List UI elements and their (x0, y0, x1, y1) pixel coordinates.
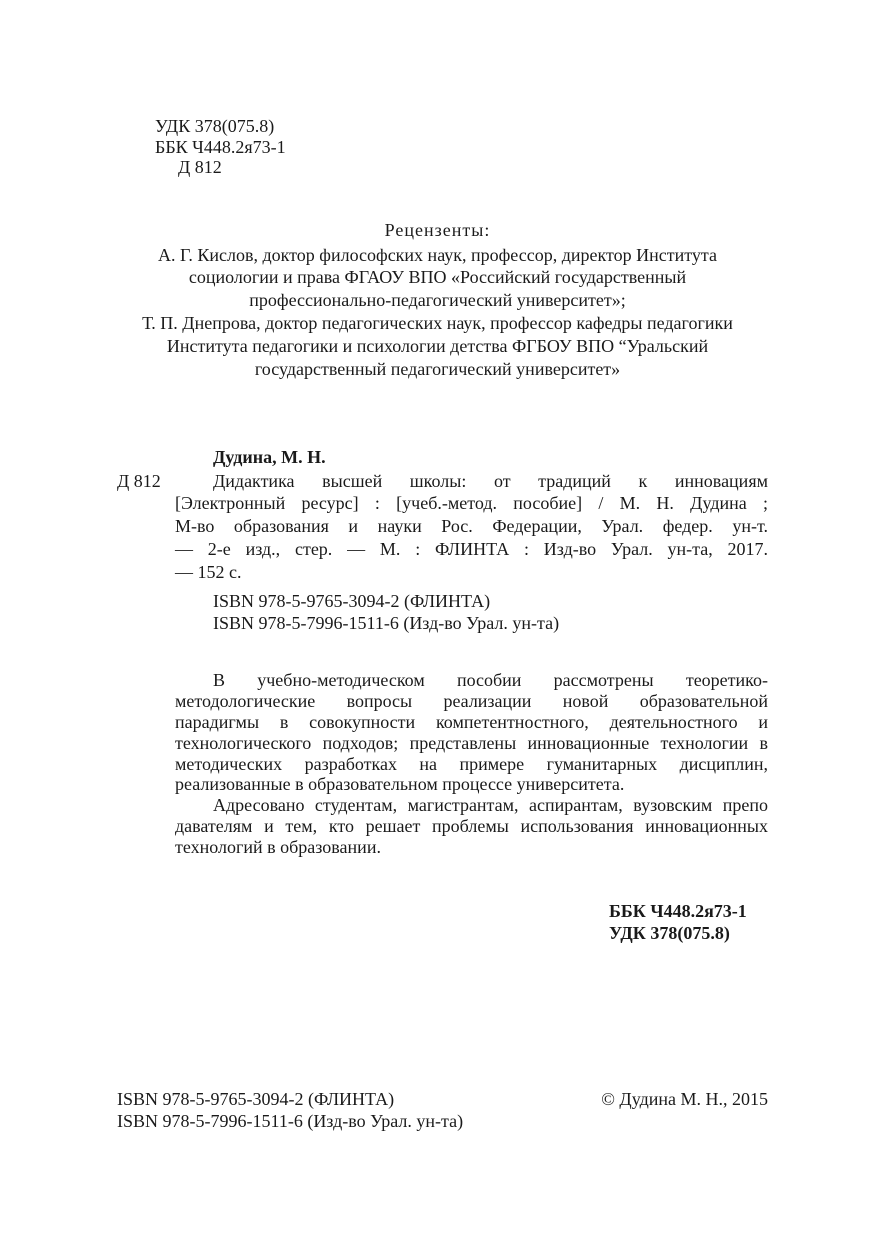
catalog-mark: Д 812 (117, 471, 161, 491)
reviewer-line: государственный педагогический университет» (254, 359, 621, 379)
reviewer-line: Т. П. Днепрова, доктор педагогических наук, профессор кафедры педагогики (142, 313, 733, 333)
catalog-line: М-во образования и науки Рос. Федерации, Урал. федер. ун-т. (175, 516, 768, 536)
reviewer-line: социологии и права ФГАОУ ВПО «Российский государственный (188, 267, 687, 287)
author-mark: Д 812 (178, 157, 222, 177)
catalog-isbn: ISBN 978-5-9765-3094-2 (ФЛИНТА) (213, 591, 491, 611)
abstract-line: технологического подходов; представлены инновационные технологии в (175, 733, 768, 753)
copyright: © Дудина М. Н., 2015 (601, 1089, 768, 1109)
udk-code: УДК 378(075.8) (155, 116, 275, 136)
footer-udk: УДК 378(075.8) (609, 923, 730, 943)
catalog-line: Дидактика высшей школы: от традиций к инновациям (213, 471, 768, 491)
abstract-line: методических разработках на примере гуманитарных дисциплин, (175, 754, 768, 774)
reviewer-line: Института педагогики и психологии детства ФГБОУ ВПО “Уральский (166, 336, 709, 356)
abstract-line: реализованные в образовательном процессе университета. (175, 774, 625, 794)
abstract-line: методологические вопросы реализации новой образовательной (175, 691, 768, 711)
catalog-line: — 2-е изд., стер. — М. : ФЛИНТА : Изд-во Урал. ун-та, 2017. (175, 539, 768, 559)
abstract-line: давателям и тем, кто решает проблемы использования инновационных (175, 816, 768, 836)
reviewers-heading: Рецензенты: (384, 220, 491, 240)
abstract-line: В учебно-методическом пособии рассмотрены теоретико- (213, 670, 768, 690)
bbk-code: ББК Ч448.2я73-1 (155, 137, 286, 157)
catalog-line: [Электронный ресурс] : [учеб.-метод. пособие] / М. Н. Дудина ; (175, 493, 768, 513)
abstract-line: парадигмы в совокупности компетентностного, деятельностного и (175, 712, 768, 732)
catalog-line: — 152 с. (175, 562, 242, 582)
abstract-line: Адресовано студентам, магистрантам, аспирантам, вузовским препо (213, 795, 768, 815)
reviewer-line: профессионально-педагогический университет»; (249, 290, 626, 310)
footer-bbk: ББК Ч448.2я73-1 (609, 901, 747, 921)
catalog-author: Дудина, М. Н. (213, 447, 326, 467)
bottom-isbn: ISBN 978-5-9765-3094-2 (ФЛИНТА) (117, 1089, 395, 1109)
abstract-line: технологий в образовании. (175, 837, 381, 857)
catalog-isbn: ISBN 978-5-7996-1511-6 (Изд-во Урал. ун-та) (213, 613, 560, 633)
bottom-isbn: ISBN 978-5-7996-1511-6 (Изд-во Урал. ун-та) (117, 1111, 464, 1131)
reviewer-line: А. Г. Кислов, доктор философских наук, профессор, директор Института (158, 245, 717, 265)
